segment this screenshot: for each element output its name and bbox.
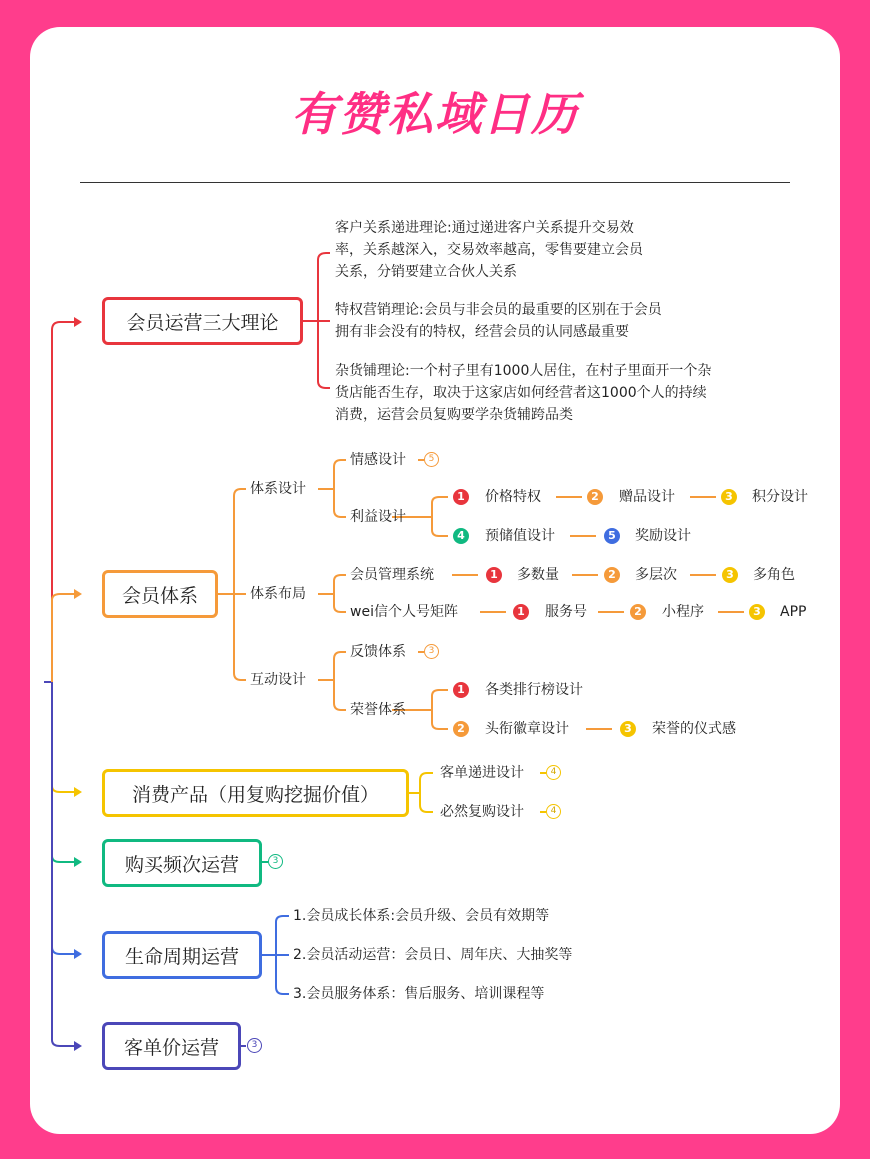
number-badge-blue: 5 (604, 528, 620, 544)
item-points-design: 积分设计 (752, 489, 808, 505)
note-customer-relationship: 客户关系递进理论:通过递进客户关系提升交易效 率，关系越深入，交易效率越高，零售要建立会员 关系，分销要建立合伙人关系 (335, 220, 643, 280)
note-privilege-marketing: 特权营销理论:会员与非会员的最重要的区别在于会员 拥有非会没有的特权，经营会员的认同感最重要 (335, 302, 662, 340)
node-feedback-system: 反馈体系 (350, 644, 406, 660)
sub-system-design: 体系设计 (250, 481, 306, 497)
sub-interaction-design: 互动设计 (250, 672, 306, 688)
number-badge-orange: 2 (587, 489, 603, 505)
branch-purchase-frequency: 购买频次运营 (102, 839, 262, 887)
node-benefit-design: 利益设计 (350, 509, 406, 525)
item-prepaid-design: 预储值设计 (485, 528, 555, 544)
count-badge: 5 (424, 452, 439, 467)
node-emotion-design: 情感设计 (350, 452, 406, 468)
item-service-system: 3.会员服务体系：售后服务、培训课程等 (293, 986, 545, 1002)
item-price-privilege: 价格特权 (485, 489, 541, 505)
node-honor-system: 荣誉体系 (350, 702, 406, 718)
number-badge-red: 1 (453, 489, 469, 505)
item-ranking-design: 各类排行榜设计 (485, 682, 583, 698)
number-badge-red: 1 (453, 682, 469, 698)
number-badge-orange: 2 (453, 721, 469, 737)
branch-consumer-products: 消费产品（用复购挖掘价值） (102, 769, 409, 817)
item-honor-ritual: 荣誉的仪式感 (652, 721, 736, 737)
number-badge-red: 1 (513, 604, 529, 620)
item-activity-ops: 2.会员活动运营：会员日、周年庆、大抽奖等 (293, 947, 573, 963)
item-mini-program: 小程序 (662, 604, 704, 620)
number-badge-yellow: 3 (721, 489, 737, 505)
item-multi-role: 多角色 (753, 567, 795, 583)
node-wechat-matrix: wei信个人号矩阵 (350, 604, 458, 620)
item-multi-quantity: 多数量 (517, 567, 559, 583)
count-badge: 3 (424, 644, 439, 659)
note-grocery-store: 杂货铺理论:一个村子里有1000人居住，在村子里面开一个杂 货店能否生存，取决于这家店如何经营者这1000个人的持续 消费，运营会员复购要学杂货辅跨品类 (335, 363, 712, 423)
branch-member-theories: 会员运营三大理论 (102, 297, 303, 345)
number-badge-yellow: 3 (722, 567, 738, 583)
item-app: APP (780, 604, 807, 620)
page-title: 有赞私域日历 (291, 87, 579, 141)
number-badge-orange: 2 (630, 604, 646, 620)
count-badge: 4 (546, 804, 561, 819)
node-repurchase-design: 必然复购设计 (440, 804, 524, 820)
number-badge-yellow: 3 (620, 721, 636, 737)
branch-member-system: 会员体系 (102, 570, 218, 618)
sub-system-layout: 体系布局 (250, 586, 306, 602)
count-badge: 3 (268, 854, 283, 869)
number-badge-yellow: 3 (749, 604, 765, 620)
item-badge-design: 头衔徽章设计 (485, 721, 569, 737)
branch-lifecycle: 生命周期运营 (102, 931, 262, 979)
count-badge: 3 (247, 1038, 262, 1053)
item-gift-design: 赠品设计 (619, 489, 675, 505)
item-reward-design: 奖励设计 (635, 528, 691, 544)
number-badge-orange: 2 (604, 567, 620, 583)
branch-unit-price: 客单价运营 (102, 1022, 241, 1070)
number-badge-green: 4 (453, 528, 469, 544)
item-service-account: 服务号 (545, 604, 587, 620)
node-order-progression: 客单递进设计 (440, 765, 524, 781)
count-badge: 4 (546, 765, 561, 780)
number-badge-red: 1 (486, 567, 502, 583)
item-multi-level: 多层次 (635, 567, 677, 583)
item-growth-system: 1.会员成长体系:会员升级、会员有效期等 (293, 908, 550, 924)
node-member-mgmt-system: 会员管理系统 (350, 567, 434, 583)
